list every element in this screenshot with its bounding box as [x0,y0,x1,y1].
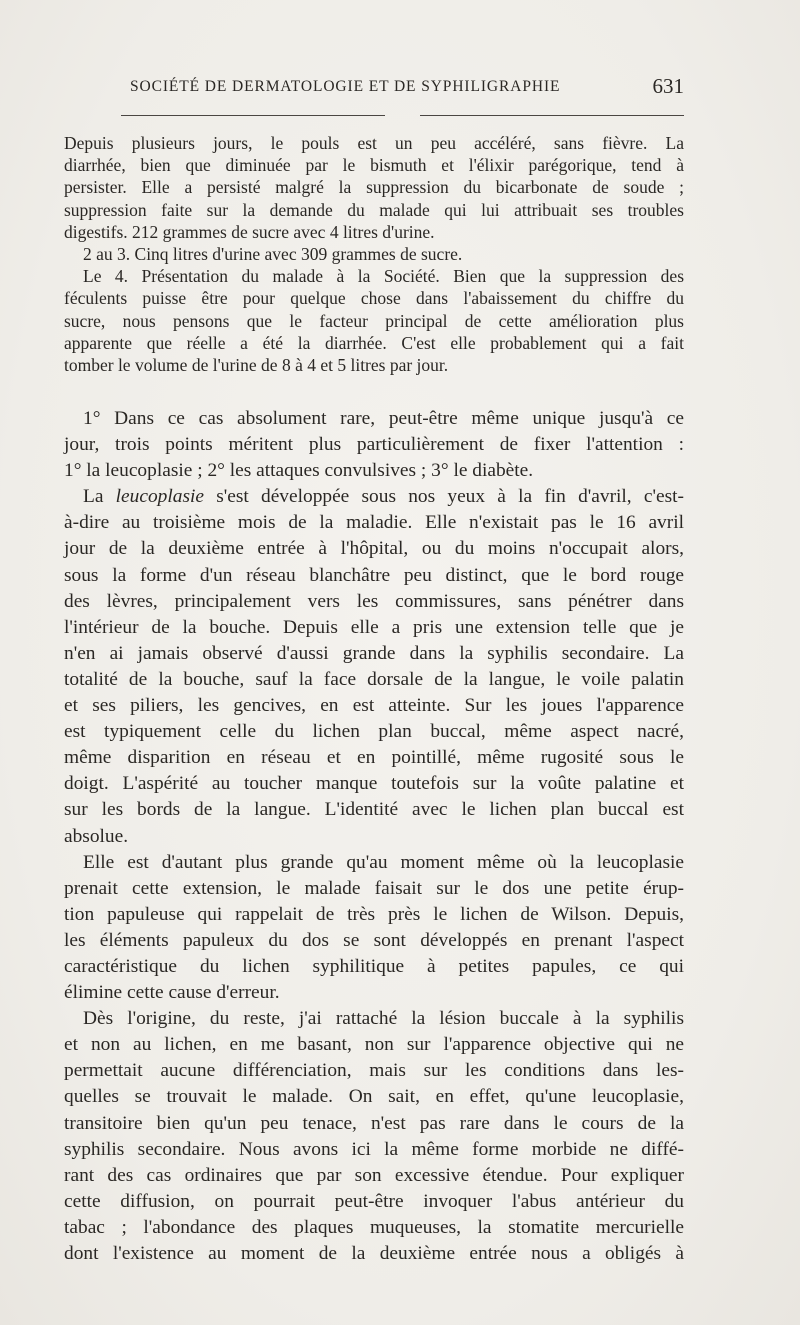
leucoplasie-italic-term: leucoplasie [115,486,204,508]
text-line: diarrhée, bien que diminuée par le bismuth et l'élixir parégorique, tend à [64,155,684,176]
header-rule-left [121,115,385,116]
text-line: l'intérieur de la bouche. Depuis elle a pris une extension telle que je [64,616,684,638]
header-rule-right [420,115,684,116]
page-header [118,74,684,102]
text-line: est typiquement celle du lichen plan buccal, même aspect nacré, [64,721,684,743]
text-line: et non au lichen, en me basant, non sur l'apparence objective qui ne [64,1034,684,1056]
text-line: cette diffusion, on pourrait peut-être invoquer l'abus antérieur du [64,1190,684,1212]
text-line: tomber le volume de l'urine de 8 à 4 et 5 litres par jour. [64,355,449,376]
text-line: persister. Elle a persisté malgré la suppression du bicarbonate de soude ; [64,177,684,198]
text-line: Elle est d'autant plus grande qu'au moment même où la leucoplasie [83,851,684,873]
text-line: jour de la deuxième entrée à l'hôpital, ou du moins n'occupait alors, [64,538,684,560]
text-line: Depuis plusieurs jours, le pouls est un peu accéléré, sans fièvre. La [64,133,684,153]
text-line: Dès l'origine, du reste, j'ai rattaché la lésion buccale à la syphilis [83,1008,684,1030]
case-notes [64,132,684,376]
text-line: digestifs. 212 grammes de sucre avec 4 litres d'urine. [64,221,435,242]
leucoplasie-suffix: s'est développée sous nos yeux à la fin d'avril, c'est- [203,486,684,508]
text-line: 2 au 3. Cinq litres d'urine avec 309 grammes de sucre. [83,244,463,265]
text-line: jour, trois points méritent plus particulièrement de fixer l'attention : [64,434,684,456]
text-line: tion papuleuse qui rappelait de très près le lichen de Wilson. Depuis, [64,903,684,925]
text-line: prenait cette extension, le malade faisait sur le dos une petite érup- [64,877,684,899]
text-line: sur les bords de la langue. L'identité avec le lichen plan buccal est [64,799,684,821]
running-title: SOCIÉTÉ DE DERMATOLOGIE ET DE SYPHILIGRAPHIE [130,78,561,95]
leucoplasie-prefix: La [83,486,116,508]
text-line: apparente que réelle a été la diarrhée. C'est elle probablement qui a fait [64,332,684,353]
text-line: dont l'existence au moment de la deuxième entrée nous a obligés à [64,1243,684,1264]
text-line [64,484,684,510]
text-line: et ses piliers, les gencives, en est atteinte. Sur les joues l'apparence [64,695,684,717]
text-line: totalité de la bouche, sauf la face dorsale de la langue, le voile palatin [64,668,684,690]
text-line: 1° la leucoplasie ; 2° les attaques convulsives ; 3° le diabète. [64,460,534,482]
text-line: quelles se trouvait le malade. On sait, en effet, qu'une leucoplasie, [64,1086,684,1108]
text-line: des lèvres, principalement vers les commissures, sans pénétrer dans [64,590,684,612]
text-line: sous la forme d'un réseau blanchâtre peu distinct, que le bord rouge [64,564,684,586]
text-line: élimine cette cause d'erreur. [64,982,280,1004]
text-line: féculents puisse être pour quelque chose dans l'abaissement du chiffre du [64,288,684,309]
text-line: doigt. L'aspérité au toucher manque toutefois sur la voûte palatine et [64,773,684,795]
text-line: caractéristique du lichen syphilitique à petites papules, ce qui [64,955,684,977]
text-line: 1° Dans ce cas absolument rare, peut-être même unique jusqu'à ce [83,408,684,429]
text-line: sucre, nous pensons que le facteur principal de cette amélioration plus [64,310,684,331]
text-line: permettait aucune différenciation, mais sur les conditions dans les- [64,1060,684,1082]
text-line: n'en ai jamais observé d'aussi grande dans la syphilis secondaire. La [64,642,684,664]
text-line: même disparition en réseau et en pointillé, même rugosité sous le [64,747,684,769]
text-line: à-dire au troisième mois de la maladie. Elle n'existait pas le 16 avril [64,512,684,534]
page-number: 631 [652,74,684,98]
text-line: syphilis secondaire. Nous avons ici la même forme morbide ne diffé- [64,1138,684,1160]
discussion [64,406,684,1267]
text-line: transitoire bien qu'un peu tenace, n'est pas rare dans le cours de la [64,1112,684,1134]
text-line: tabac ; l'abondance des plaques muqueuses, la stomatite mercurielle [64,1216,684,1238]
text-line: rant des cas ordinaires que par son excessive étendue. Pour expliquer [64,1164,684,1186]
text-line: les éléments papuleux du dos se sont développés en prenant l'aspect [64,929,684,951]
text-line: Le 4. Présentation du malade à la Société. Bien que la suppression des [83,266,684,287]
text-line: suppression faite sur la demande du malade qui lui attribuait ses troubles [64,199,684,220]
text-line: absolue. [64,825,129,847]
